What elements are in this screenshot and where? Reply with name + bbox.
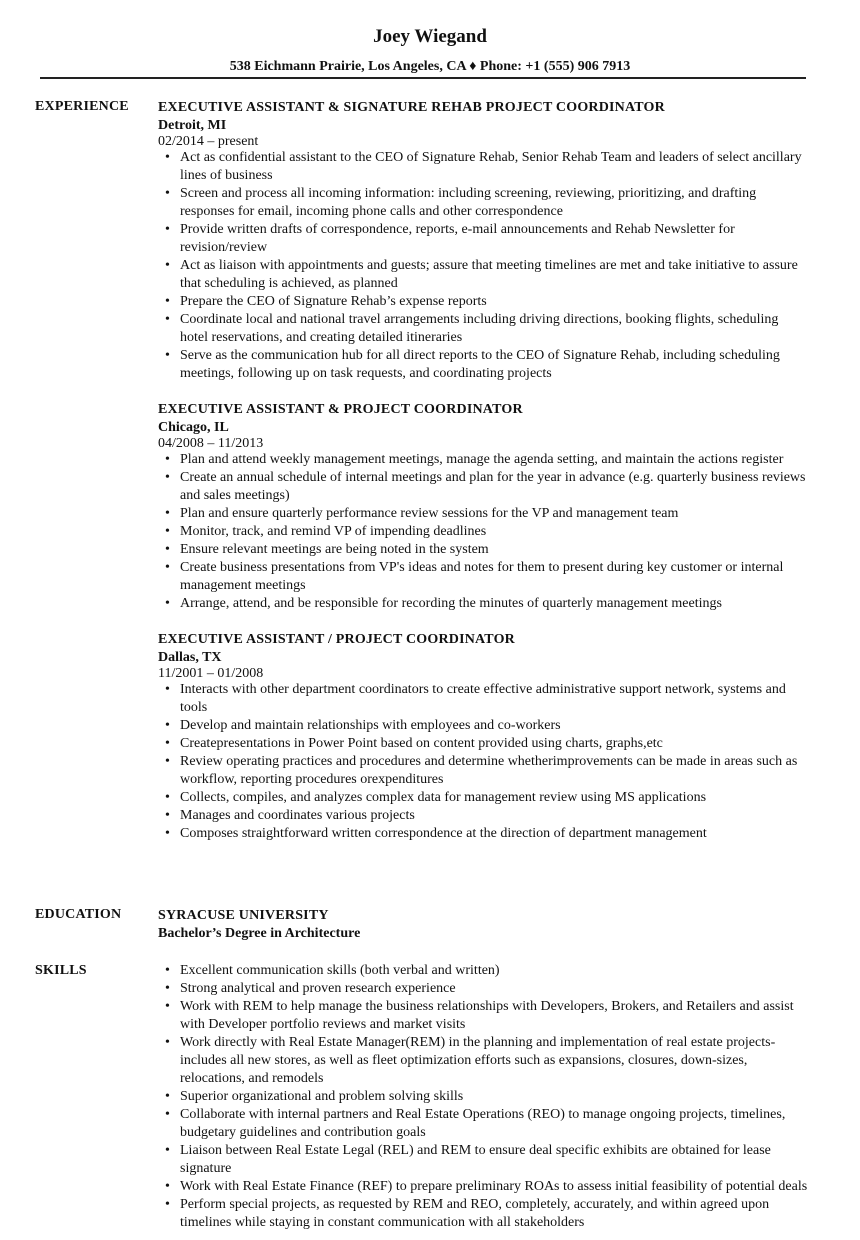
- bullet-item: • Act as confidential assistant to the CEO of Signature Rehab, Senior Rehab Team and leaders of select ancillary lines of business: [180, 149, 808, 185]
- skill-item: • Perform special projects, as requested by REM and REO, completely, accurately, and within agreed upon timelines while staying in constant communication with all stakeholders: [180, 1196, 808, 1232]
- bullet-item: • Prepare the CEO of Signature Rehab’s expense reports: [180, 293, 808, 311]
- bullet-item: • Plan and ensure quarterly performance review sessions for the VP and management team: [180, 505, 808, 523]
- skill-item: • Strong analytical and proven research experience: [180, 980, 808, 998]
- bullet-item: • Coordinate local and national travel arrangements including driving directions, booking flights, scheduling hotel reservations, and creating detailed itineraries: [180, 311, 808, 347]
- skill-item: • Work directly with Real Estate Manager(REM) in the planning and implementation of real estate projects- includes all new stores, as well as fleet optimization efforts such as expansions, closures, down-sizes, relocations, and remodels: [180, 1034, 808, 1088]
- job-title: EXECUTIVE ASSISTANT / PROJECT COORDINATOR: [158, 632, 515, 647]
- bullet-item: • Ensure relevant meetings are being noted in the system: [180, 541, 808, 559]
- job-location: Chicago, IL: [158, 420, 229, 435]
- degree-name: Bachelor’s Degree in Architecture: [158, 926, 361, 941]
- header-divider: [40, 77, 806, 79]
- bullet-item: • Composes straightforward written correspondence at the direction of department management: [180, 825, 808, 843]
- bullet-item: • Interacts with other department coordinators to create effective administrative support network, systems and tools: [180, 681, 808, 717]
- bullet-item: • Create an annual schedule of internal meetings and plan for the year in advance (e.g. quarterly business reviews and sales meetings): [180, 469, 808, 505]
- bullet-item: • Monitor, track, and remind VP of impending deadlines: [180, 523, 808, 541]
- skill-bullets: [158, 962, 808, 1232]
- school-name: SYRACUSE UNIVERSITY: [158, 908, 329, 923]
- skill-item: • Superior organizational and problem solving skills: [180, 1088, 808, 1106]
- candidate-name: Joey Wiegand: [373, 26, 487, 47]
- contact-line: 538 Eichmann Prairie, Los Angeles, CA ♦ Phone: +1 (555) 906 7913: [229, 59, 631, 74]
- bullet-item: • Manages and coordinates various projects: [180, 807, 808, 825]
- job-entry: [158, 98, 808, 383]
- skills-list: [158, 962, 808, 1232]
- job-bullets: [158, 149, 808, 383]
- bullet-item: • Createpresentations in Power Point based on content provided using charts, graphs,etc: [180, 735, 808, 753]
- bullet-item: • Serve as the communication hub for all direct reports to the CEO of Signature Rehab, including scheduling meetings, following up on task requests, and coordinating projects: [180, 347, 808, 383]
- job-entry: [158, 400, 808, 613]
- bullet-item: • Review operating practices and procedures and determine whetherimprovements can be made in areas such as workflow, reporting procedures orexpenditures: [180, 753, 808, 789]
- skill-item: • Work with Real Estate Finance (REF) to prepare preliminary ROAs to assess initial feasibility of potential deals: [180, 1178, 808, 1196]
- job-dates: 04/2008 – 11/2013: [158, 436, 264, 451]
- skill-item: • Liaison between Real Estate Legal (REL) and REM to ensure deal specific exhibits are obtained for lease signature: [180, 1142, 808, 1178]
- skill-item: • Excellent communication skills (both verbal and written): [180, 962, 808, 980]
- job-entry: [158, 630, 808, 843]
- bullet-item: • Collects, compiles, and analyzes complex data for management review using MS applications: [180, 789, 808, 807]
- resume-header: [0, 25, 860, 76]
- bullet-item: • Plan and attend weekly management meetings, manage the agenda setting, and maintain the actions register: [180, 451, 808, 469]
- job-bullets: [158, 681, 808, 843]
- experience-list: [158, 98, 808, 860]
- bullet-item: • Create business presentations from VP's ideas and notes for them to present during key customer or internal management meetings: [180, 559, 808, 595]
- job-location: Dallas, TX: [158, 650, 222, 665]
- education-entry: [158, 906, 808, 942]
- bullet-item: • Act as liaison with appointments and guests; assure that meeting timelines are met and take initiative to assure that scheduling is achieved, as planned: [180, 257, 808, 293]
- job-title: EXECUTIVE ASSISTANT & SIGNATURE REHAB PROJECT COORDINATOR: [158, 100, 665, 115]
- job-dates: 02/2014 – present: [158, 134, 259, 149]
- skill-item: • Collaborate with internal partners and Real Estate Operations (REO) to manage ongoing projects, timelines, budgetary guidelines and contribution goals: [180, 1106, 808, 1142]
- skill-item: • Work with REM to help manage the business relationships with Developers, Brokers, and Retailers and assist with Developer portfolio reviews and market visits: [180, 998, 808, 1034]
- bullet-item: • Screen and process all incoming information: including screening, reviewing, prioritizing, and drafting responses for email, incoming phone calls and other correspondence: [180, 185, 808, 221]
- bullet-item: • Arrange, attend, and be responsible for recording the minutes of quarterly management meetings: [180, 595, 808, 613]
- job-bullets: [158, 451, 808, 613]
- job-location: Detroit, MI: [158, 118, 227, 133]
- section-label-skills: SKILLS: [35, 963, 87, 978]
- bullet-item: • Develop and maintain relationships with employees and co-workers: [180, 717, 808, 735]
- section-label-education: EDUCATION: [35, 907, 122, 922]
- job-title: EXECUTIVE ASSISTANT & PROJECT COORDINATOR: [158, 402, 523, 417]
- bullet-item: • Provide written drafts of correspondence, reports, e-mail announcements and Rehab Newsletter for revision/review: [180, 221, 808, 257]
- job-dates: 11/2001 – 01/2008: [158, 666, 264, 681]
- section-label-experience: EXPERIENCE: [35, 99, 129, 114]
